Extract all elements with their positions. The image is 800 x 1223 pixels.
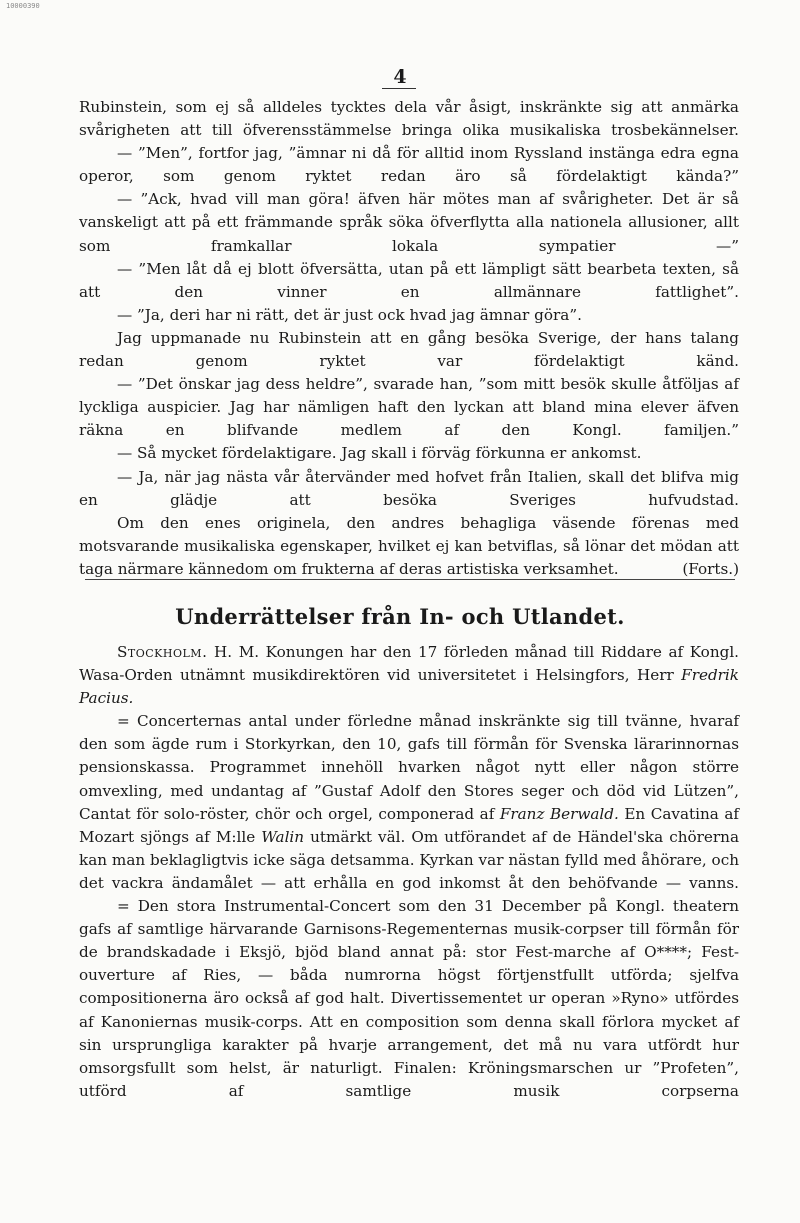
dialogue-section (79, 96, 739, 581)
paragraph-closing (79, 512, 739, 581)
section-divider (85, 579, 735, 580)
closing-text: Om den enes originela, den andres behagliga väsende förenas med motsvarande musikaliska egenskaper, hvilket ej kan betviflas, så lönar det mödan att taga närmare kännedom om frukterna af deras artistiska verksamhet. (79, 513, 739, 578)
news-text: H. M. Konungen har den 17 förleden månad till Riddare af Kongl. Wasa-Orden utnämnt musikdirektören vid universitetet i Helsingfors, Herr (79, 643, 740, 685)
page-number: 4 (393, 66, 407, 88)
composer-name: Franz Berwald. (499, 804, 619, 823)
news-text: En Cavatina af Mozart sjöngs af M:lle (79, 804, 739, 846)
paragraph-jag-uppmanade: Jag uppmanade nu Rubinstein att en gång besöka Sverige, der hans talang redan genom ryktet var fördelaktigt känd. (79, 328, 739, 371)
page-number-rule (382, 88, 416, 89)
paragraph-ja-nar: — Ja, när jag nästa vår återvänder med hofvet från Italien, skall det blifva mig en glädje att besöka Sveriges hufvudstad. (79, 467, 739, 509)
scan-id-mark: 10000390 (6, 2, 40, 10)
news-paragraph-instrumental-concert: = Den stora Instrumental-Concert som den 31 December på Kongl. theatern gafs af samtlige härvarande Garnisons-Regementernas musik-corpser till förmån för de brandskadade i Eksjö, bjöd bland annat på: stor Fest-marche af O****; Fest-ouverture af Ries, — båda numrorna högst förtjenstfullt utförda; sjelfva compositionerna äro också af god halt. Divertissementet ur operan »Ryno» utfördes af Kanoniernas musik-corps. Att en composition som denna skall förlora mycket af sin ursprungliga karakter på hvarje arrangement, det må nu vara utfördt hur omsorgsfullt som helst, är naturligt. Finalen: Kröningsmarschen ur ”Profeten”, utförd af samtlige musik corpserna (79, 897, 739, 1100)
paragraph-sa-mycket: — Så mycket fördelaktigare. Jag skall i förväg förkunna er ankomst. (117, 444, 642, 463)
paragraph-ack-hvad: — ”Ack, hvad vill man göra! äfven här mötes man af svårigheter. Det är så vanskeligt att på ett främmande språk söka öfverflytta alla nationela allusioner, allt som framkallar lokala sympatier —” (79, 190, 739, 255)
news-section (79, 641, 739, 1103)
news-text: utmärkt väl. Om utförandet af de Händel'ska chörerna kan man beklagligtvis icke säga detsamma. Kyrkan var nästan fylld med åhörare, och det vackra ändamålet — att erhålla en god inkomst åt den behöfvande — vanns. (79, 827, 739, 892)
news-paragraph-wasa-orden (79, 641, 739, 710)
singer-name: Walin (261, 827, 305, 846)
place-name: Stockholm. (117, 643, 208, 661)
section-heading: Underrättelser från In- och Utlandet. (175, 604, 625, 629)
news-paragraph-concerts (79, 710, 739, 895)
paragraph-rubinstein-remark: Rubinstein, som ej så alldeles tycktes dela vår åsigt, inskränkte sig att anmärka svårigheten att till öfverensstämmelse bringa olika musikaliska trosbekännelser. (79, 98, 739, 140)
paragraph-men-lat: — ”Men låt då ej blott öfversätta, utan på ett lämpligt sätt bearbeta texten, så att den vinner en allmännare fattlighet”. (79, 259, 739, 301)
paragraph-det-onskar: — ”Det önskar jag dess heldre”, svarade han, ”som mitt besök skulle åtföljas af lyckliga auspicier. Jag har nämligen haft den lyckan att bland mina elever äfven räkna en blifvande medlem af den Kongl. familjen.” (79, 375, 739, 440)
paragraph-ja-deri: — ”Ja, deri har ni rätt, det är just ock hvad jag ämnar göra”. (117, 305, 582, 324)
person-name: Fredrik Pacius. (79, 666, 739, 708)
news-text: = Concerternas antal under förledne månad inskränkte sig till tvänne, hvaraf den som ägde rum i Storkyrkan, den 10, gafs till förmån för Svenska lärarinnornas pensionskassa. Programmet innehöll hvarken något nytt eller någon större omvexling, med undantag af ”Gustaf Adolf den Stores seger och död vid Lützen”, Cantat för solo-röster, chör och orgel, componerad af (79, 712, 739, 823)
paragraph-men-fortfor: — ”Men”, fortfor jag, ”ämnar ni då för alltid inom Ryssland instänga edra egna operor, som genom ryktet redan äro så fördelaktigt kända?” (79, 144, 739, 186)
continued-mark: (Forts.) (682, 559, 739, 578)
